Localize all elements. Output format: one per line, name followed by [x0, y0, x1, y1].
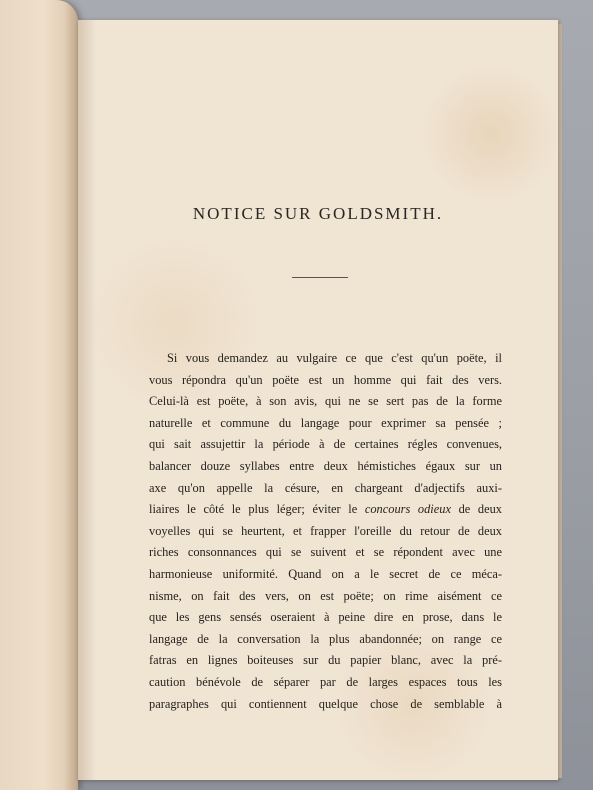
text-line: fatras en lignes boiteuses sur du papier blanc, avec la pré- — [149, 653, 502, 668]
text-line — [149, 499, 502, 521]
text-line: Celui-là est poëte, à son avis, qui ne se sert pas de la forme — [149, 394, 502, 409]
italic-phrase: concours odieux — [364, 502, 451, 517]
text-line: axe qu'on appelle la césure, en chargeant d'adjectifs auxi- — [149, 480, 502, 495]
text-line: naturelle et commune du langage pour exprimer sa pensée ; — [149, 415, 502, 430]
text-line: que les gens sensés oseraient à peine dire en prose, dans le — [149, 610, 502, 625]
book-page — [78, 20, 558, 780]
text-line: balancer douze syllabes entre deux hémistiches égaux sur un — [149, 458, 502, 473]
text-run: de deux — [450, 502, 502, 517]
body-text — [149, 348, 502, 715]
text-line: riches consonnances qui se suivent et se répondent avec une — [149, 545, 502, 560]
title-divider — [292, 277, 348, 278]
text-line: vous répondra qu'un poëte est un homme qui fait des vers. — [149, 372, 502, 387]
text-line: Si vous demandez au vulgaire ce que c'est qu'un poëte, il — [167, 351, 502, 365]
text-line: langage de la conversation la plus abandonnée; on range ce — [149, 631, 502, 646]
left-page — [0, 0, 78, 790]
text-line: qui sait assujettir la période à de certaines régles convenues, — [149, 437, 502, 452]
text-run: liaires le côté le plus léger; éviter le — [149, 502, 365, 517]
text-line: harmonieuse uniformité. Quand on a le secret de ce méca- — [149, 566, 502, 581]
text-line: nisme, on fait des vers, on est poëte; on rime aisément ce — [149, 588, 502, 603]
text-line: voyelles qui se heurtent, et frapper l'oreille du retour de deux — [149, 523, 502, 538]
text-line: paragraphes qui contiennent quelque chose de semblable à — [149, 696, 502, 711]
page-title: NOTICE SUR GOLDSMITH. — [192, 204, 444, 223]
text-line: caution bénévole de séparer par de larges espaces tous les — [149, 674, 502, 689]
